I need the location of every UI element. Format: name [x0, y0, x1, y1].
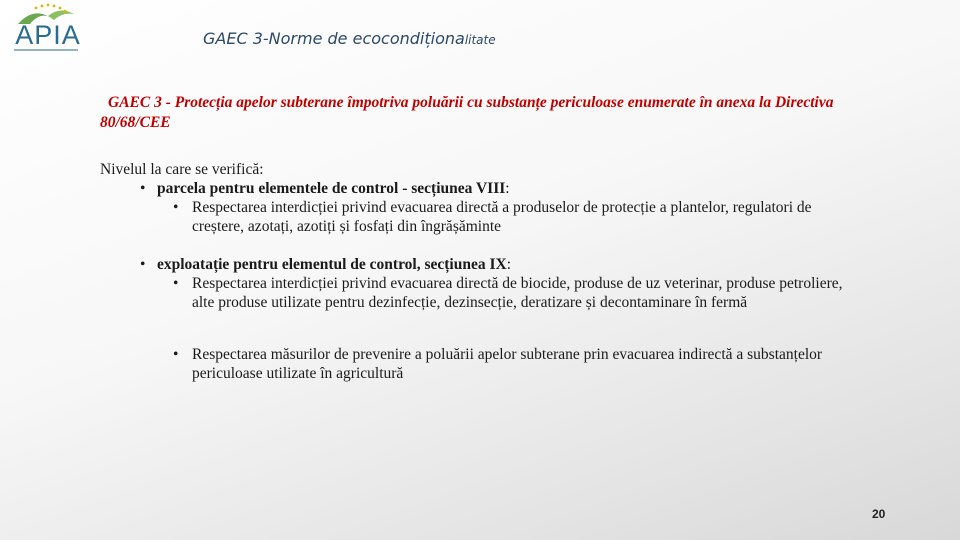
sub-bullet [100, 345, 860, 383]
bullet-icon: • [173, 199, 179, 216]
section-title: parcela pentru elementele de control - secțiunea VIII [157, 180, 506, 197]
bullet-icon: • [173, 346, 179, 363]
slide-subtitle: GAEC 3 - Protecția apelor subterane împotriva poluării cu substanțe periculoase enumerate în anexa la Directiva 80/68/CEE [100, 94, 834, 131]
sub-bullet-text: Respectarea măsurilor de prevenire a poluării apelor subterane prin evacuarea indirectă a substanțelor periculoase utilizate în agricultură [192, 346, 823, 382]
section-bullet [100, 179, 860, 198]
page-title [203, 29, 496, 48]
section-title-suffix: : [506, 256, 512, 273]
apia-logo [8, 2, 84, 58]
sub-bullet [100, 274, 860, 312]
bullet-icon: • [173, 275, 179, 292]
intro-text: Nivelul la care se verifică: [100, 161, 264, 178]
bullet-icon: • [140, 180, 146, 197]
section-title-suffix: : [505, 180, 510, 197]
sub-bullet-text: Respectarea interdicției privind evacuarea directă de biocide, produse de uz veterinar, produse petroliere, alte produse utilizate pentru dezinfecție, dezinsecție, deratizare și decontaminare în fermă [192, 275, 843, 311]
logo-text: APIA [15, 20, 81, 50]
page-number: 20 [872, 507, 886, 521]
slide-content [100, 160, 860, 383]
section-title: exploatație pentru elementul de control, secțiunea IX [157, 256, 507, 273]
section-bullet [100, 255, 860, 274]
page-title-suffix: litate [464, 33, 496, 47]
sub-bullet [100, 198, 860, 236]
bullet-icon: • [140, 256, 146, 273]
page-title-main: GAEC 3-Norme de ecocondiționa [203, 29, 465, 48]
sub-bullet-text: Respectarea interdicției privind evacuarea directă a produselor de protecție a plantelor, regulatori de creștere, azotați, azotiți și fosfați din îngrășăminte [192, 199, 812, 235]
